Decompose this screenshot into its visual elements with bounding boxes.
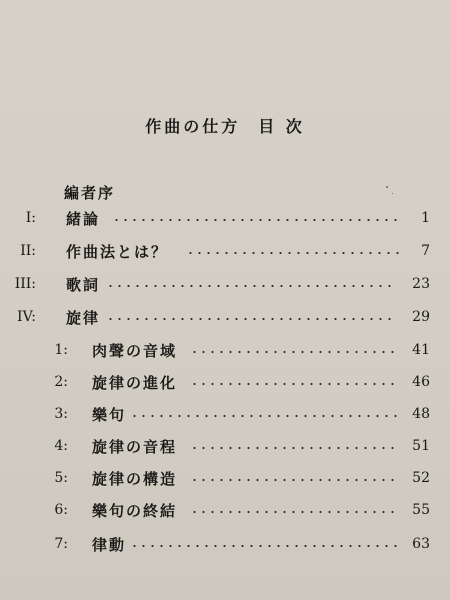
toc-number: 7: [54, 536, 68, 552]
toc-number: 4: [54, 438, 68, 454]
toc-label: 旋律の構造 [92, 469, 178, 488]
toc-page-number: 55 [412, 502, 430, 518]
toc-label: 肉聲の音域 [92, 341, 178, 360]
toc-page-number: 7 [421, 243, 430, 259]
toc-row-3[interactable] [0, 273, 450, 295]
toc-page-number: 52 [412, 470, 430, 486]
leader-dots [190, 383, 398, 385]
toc-number: 2: [54, 374, 68, 390]
toc-label: 作曲法とは？ [66, 242, 169, 261]
toc-label: 樂句の終結 [92, 501, 178, 520]
leader-dots [190, 511, 398, 513]
paper-speck [392, 193, 393, 194]
toc-page-number: 1 [421, 210, 430, 226]
toc-row-4[interactable] [0, 306, 450, 328]
preface-entry: 編者序 [64, 184, 116, 202]
toc-page-number: 48 [412, 406, 430, 422]
leader-dots [106, 285, 396, 287]
toc-row-7[interactable] [0, 403, 450, 425]
leader-dots [186, 252, 402, 254]
toc-row-10[interactable] [0, 499, 450, 521]
toc-label: 歌詞 [66, 275, 101, 294]
toc-number: 1: [54, 342, 68, 358]
leader-dots [106, 318, 396, 320]
toc-row-11[interactable] [0, 533, 450, 555]
toc-number: IV: [17, 309, 36, 325]
toc-number: 3: [54, 406, 68, 422]
toc-number: I: [25, 210, 36, 226]
toc-page-number: 51 [412, 438, 430, 454]
toc-page-number: 63 [412, 536, 430, 552]
toc-number: 6: [54, 502, 68, 518]
paper-speck [386, 186, 388, 188]
toc-row-2[interactable] [0, 240, 450, 262]
contents-heading: 目 次 [258, 117, 305, 136]
leader-dots [190, 351, 398, 353]
toc-number: III: [14, 276, 36, 292]
toc-row-5[interactable] [0, 339, 450, 361]
toc-label: 旋律の進化 [92, 373, 178, 392]
toc-label: 樂句 [92, 405, 127, 424]
toc-number: 5: [54, 470, 68, 486]
toc-row-8[interactable] [0, 435, 450, 457]
book-title: 作曲の仕方 [145, 117, 241, 136]
toc-number: II: [20, 243, 36, 259]
toc-row-6[interactable] [0, 371, 450, 393]
toc-row-9[interactable] [0, 467, 450, 489]
leader-dots [112, 219, 402, 221]
toc-page-number: 23 [412, 276, 430, 292]
leader-dots [130, 545, 398, 547]
toc-page-number: 29 [412, 309, 430, 325]
toc-row-1[interactable] [0, 207, 450, 229]
toc-label: 旋律の音程 [92, 437, 178, 456]
leader-dots [130, 415, 398, 417]
toc-label: 律動 [92, 535, 127, 554]
leader-dots [190, 479, 398, 481]
toc-label: 旋律 [66, 308, 101, 327]
toc-page-number: 41 [412, 342, 430, 358]
toc-page-number: 46 [412, 374, 430, 390]
toc-label: 緒論 [66, 209, 101, 228]
leader-dots [190, 447, 398, 449]
